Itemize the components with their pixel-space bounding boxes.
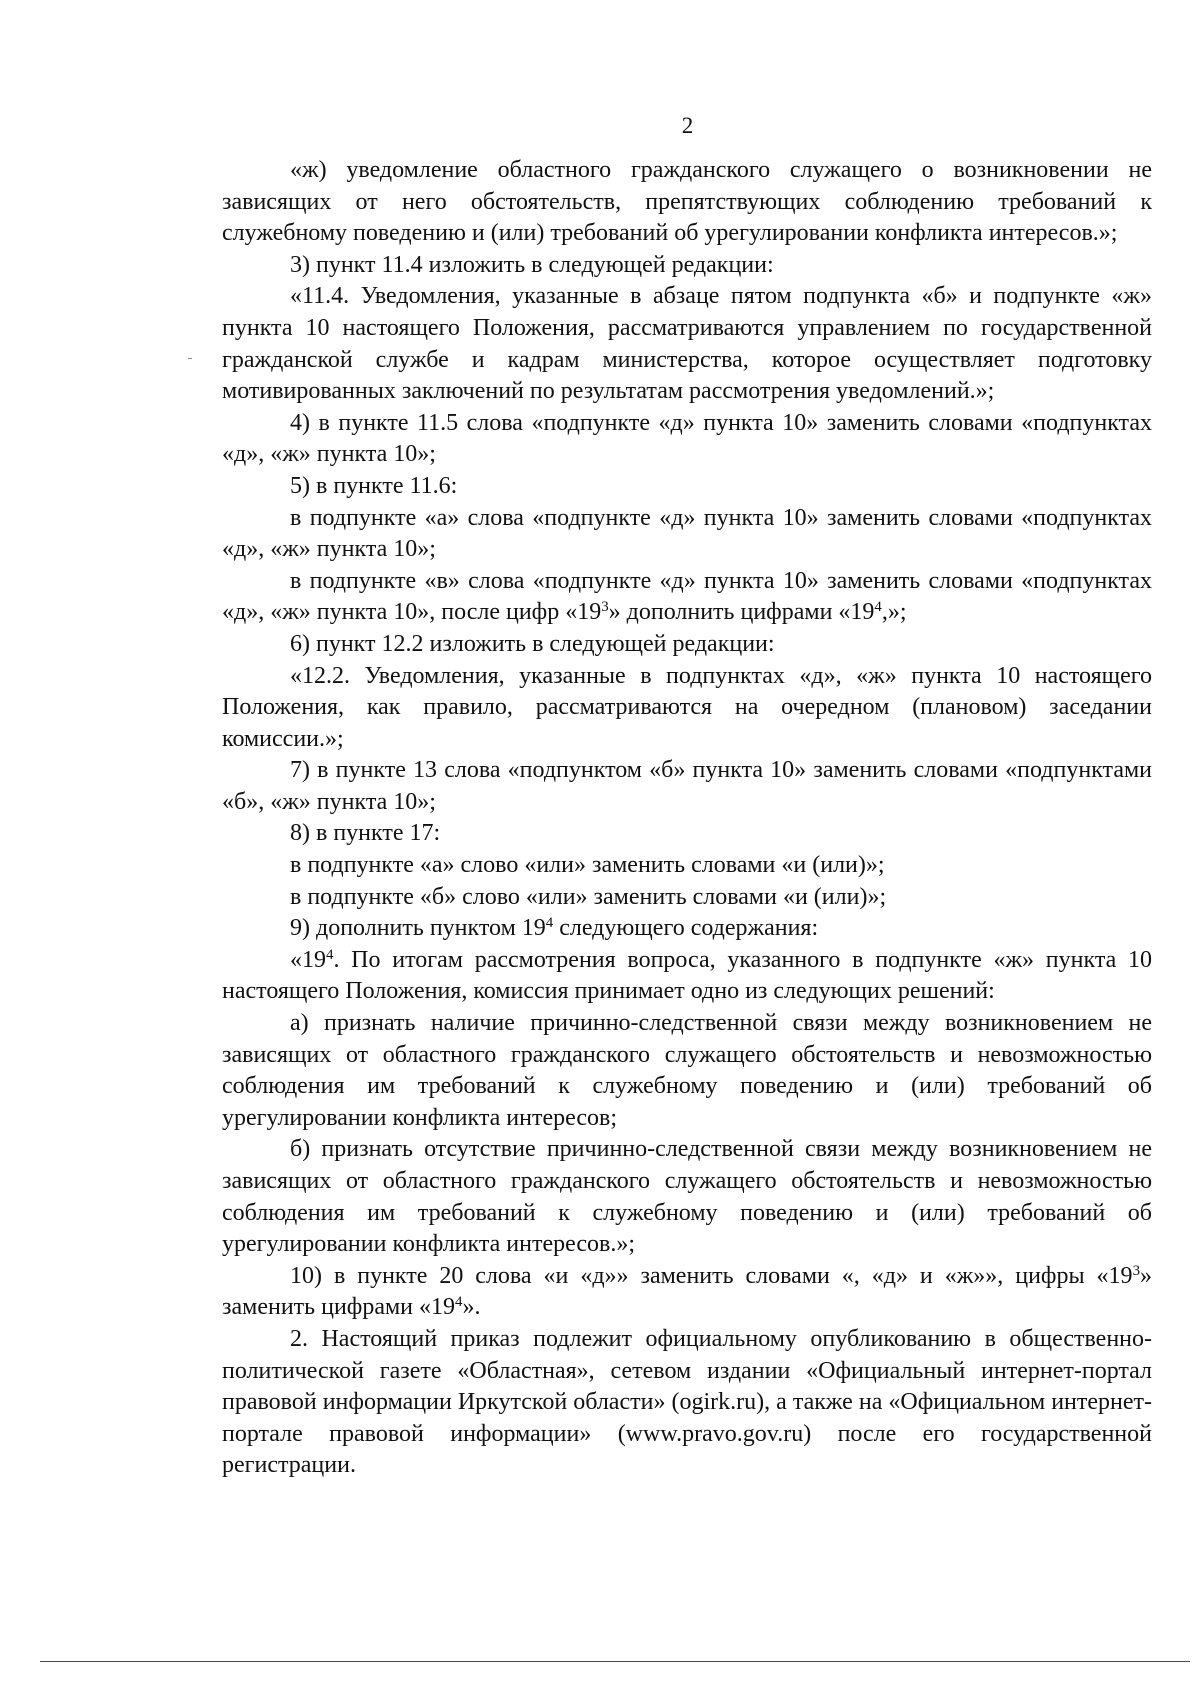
amendment-point-7: 7) в пункте 13 слова «подпунктом «б» пункта 10» заменить словами «подпунктами «б», «ж» пункта 10»; [222,757,1152,815]
scan-bottom-rule [40,1661,1190,1662]
document-body [222,155,1152,1482]
new-clause-12-2: «12.2. Уведомления, указанные в подпунктах «д», «ж» пункта 10 настоящего Положения, как правило, рассматриваются на очередном (плановом) заседании комиссии.»; [222,662,1152,752]
new-clause-11-4: «11.4. Уведомления, указанные в абзаце пятом подпункта «б» и подпункте «ж» пункта 10 настоящего Положения, рассматриваются управлением по государственной гражданской службе и кадрам министерства, которое осуществляет подготовку мотивированных заключений по результатам рассмотрения уведомлений.»; [222,283,1152,405]
publication-clause: 2. Настоящий приказ подлежит официальному опубликованию в общественно-политической газете «Областная», сетевом издании «Официальный интернет-портал правовой информации Иркутской области» (ogirk.ru), а также на «Официальном интернет-портале правовой информации» (www.pravo.gov.ru) после его государственной регистрации. [222,1325,1152,1479]
amendment-point-3: 3) пункт 11.4 изложить в следующей редакции: [290,251,774,278]
superscript-number: 3 [1132,1262,1140,1279]
superscript-number: 4 [545,915,554,932]
decision-a: а) признать наличие причинно-следственной связи между возникновением не зависящих от областного гражданского служащего обстоятельств и невозможностью соблюдения им требований к служебному поведению и (или) требований об урегулировании конфликта интересов; [222,1010,1152,1131]
subpoint-a: в подпункте «а» слова «подпункте «д» пункта 10» заменить словами «подпунктах «д», «ж» пункта 10»; [222,504,1152,563]
amendment-point-4: 4) в пункте 11.5 слова «подпункте «д» пункта 10» заменить словами «подпунктах «д», «ж» пункта 10»; [222,409,1152,468]
superscript-number: 4 [455,1294,463,1311]
subpoint-b-word-replacement: в подпункте «б» слово «или» заменить словами «и (или)»; [290,883,887,910]
superscript-number: 4 [874,599,882,616]
page-number: 2 [681,113,694,138]
decision-b: б) признать отсутствие причинно-следственной связи между возникновением не зависящих от областного гражданского служащего обстоятельств и невозможностью соблюдения им требований к служебному поведению и (или) требований об урегулировании конфликта интересов.»; [222,1136,1152,1258]
superscript-number: 3 [601,599,609,616]
scan-margin-mark [188,358,192,359]
amendment-point-6: 6) пункт 12.2 изложить в следующей редакции: [290,630,775,657]
subpoint-a-word-replacement: в подпункте «а» слово «или» заменить словами «и (или)»; [290,852,885,879]
paragraph-item-zh: «ж) уведомление областного гражданского служащего о возникновении не зависящих от него обстоятельств, препятствующих соблюдению требований к служебному поведению и (или) требований об урегулировании конфликта интересов.»; [222,157,1152,247]
amendment-point-8: 8) в пункте 17: [290,820,441,847]
superscript-number: 4 [326,946,334,963]
new-clause-19-4: «$19^4$. По итогам рассмотрения вопроса, указанного в подпункте «ж» пункта 10 настоящего Положения, комиссия принимает одно из следующих решений: [222,946,1152,1005]
amendment-point-10: 10) в пункте 20 слова «и «д»» заменить словами «, «д» и «ж»», цифры «$19^3$» заменить цифрами «$19^4$». [222,1262,1152,1321]
amendment-point-9: 9) дополнить пунктом $19^4$ следующего содержания: [290,915,819,942]
subpoint-v: в подпункте «в» слова «подпункте «д» пункта 10» заменить словами «подпунктах «д», «ж» пункта 10», после цифр «$19^3$» дополнить цифрами «$19^4$,»; [222,567,1152,626]
amendment-point-5: 5) в пункте 11.6: [290,472,458,499]
